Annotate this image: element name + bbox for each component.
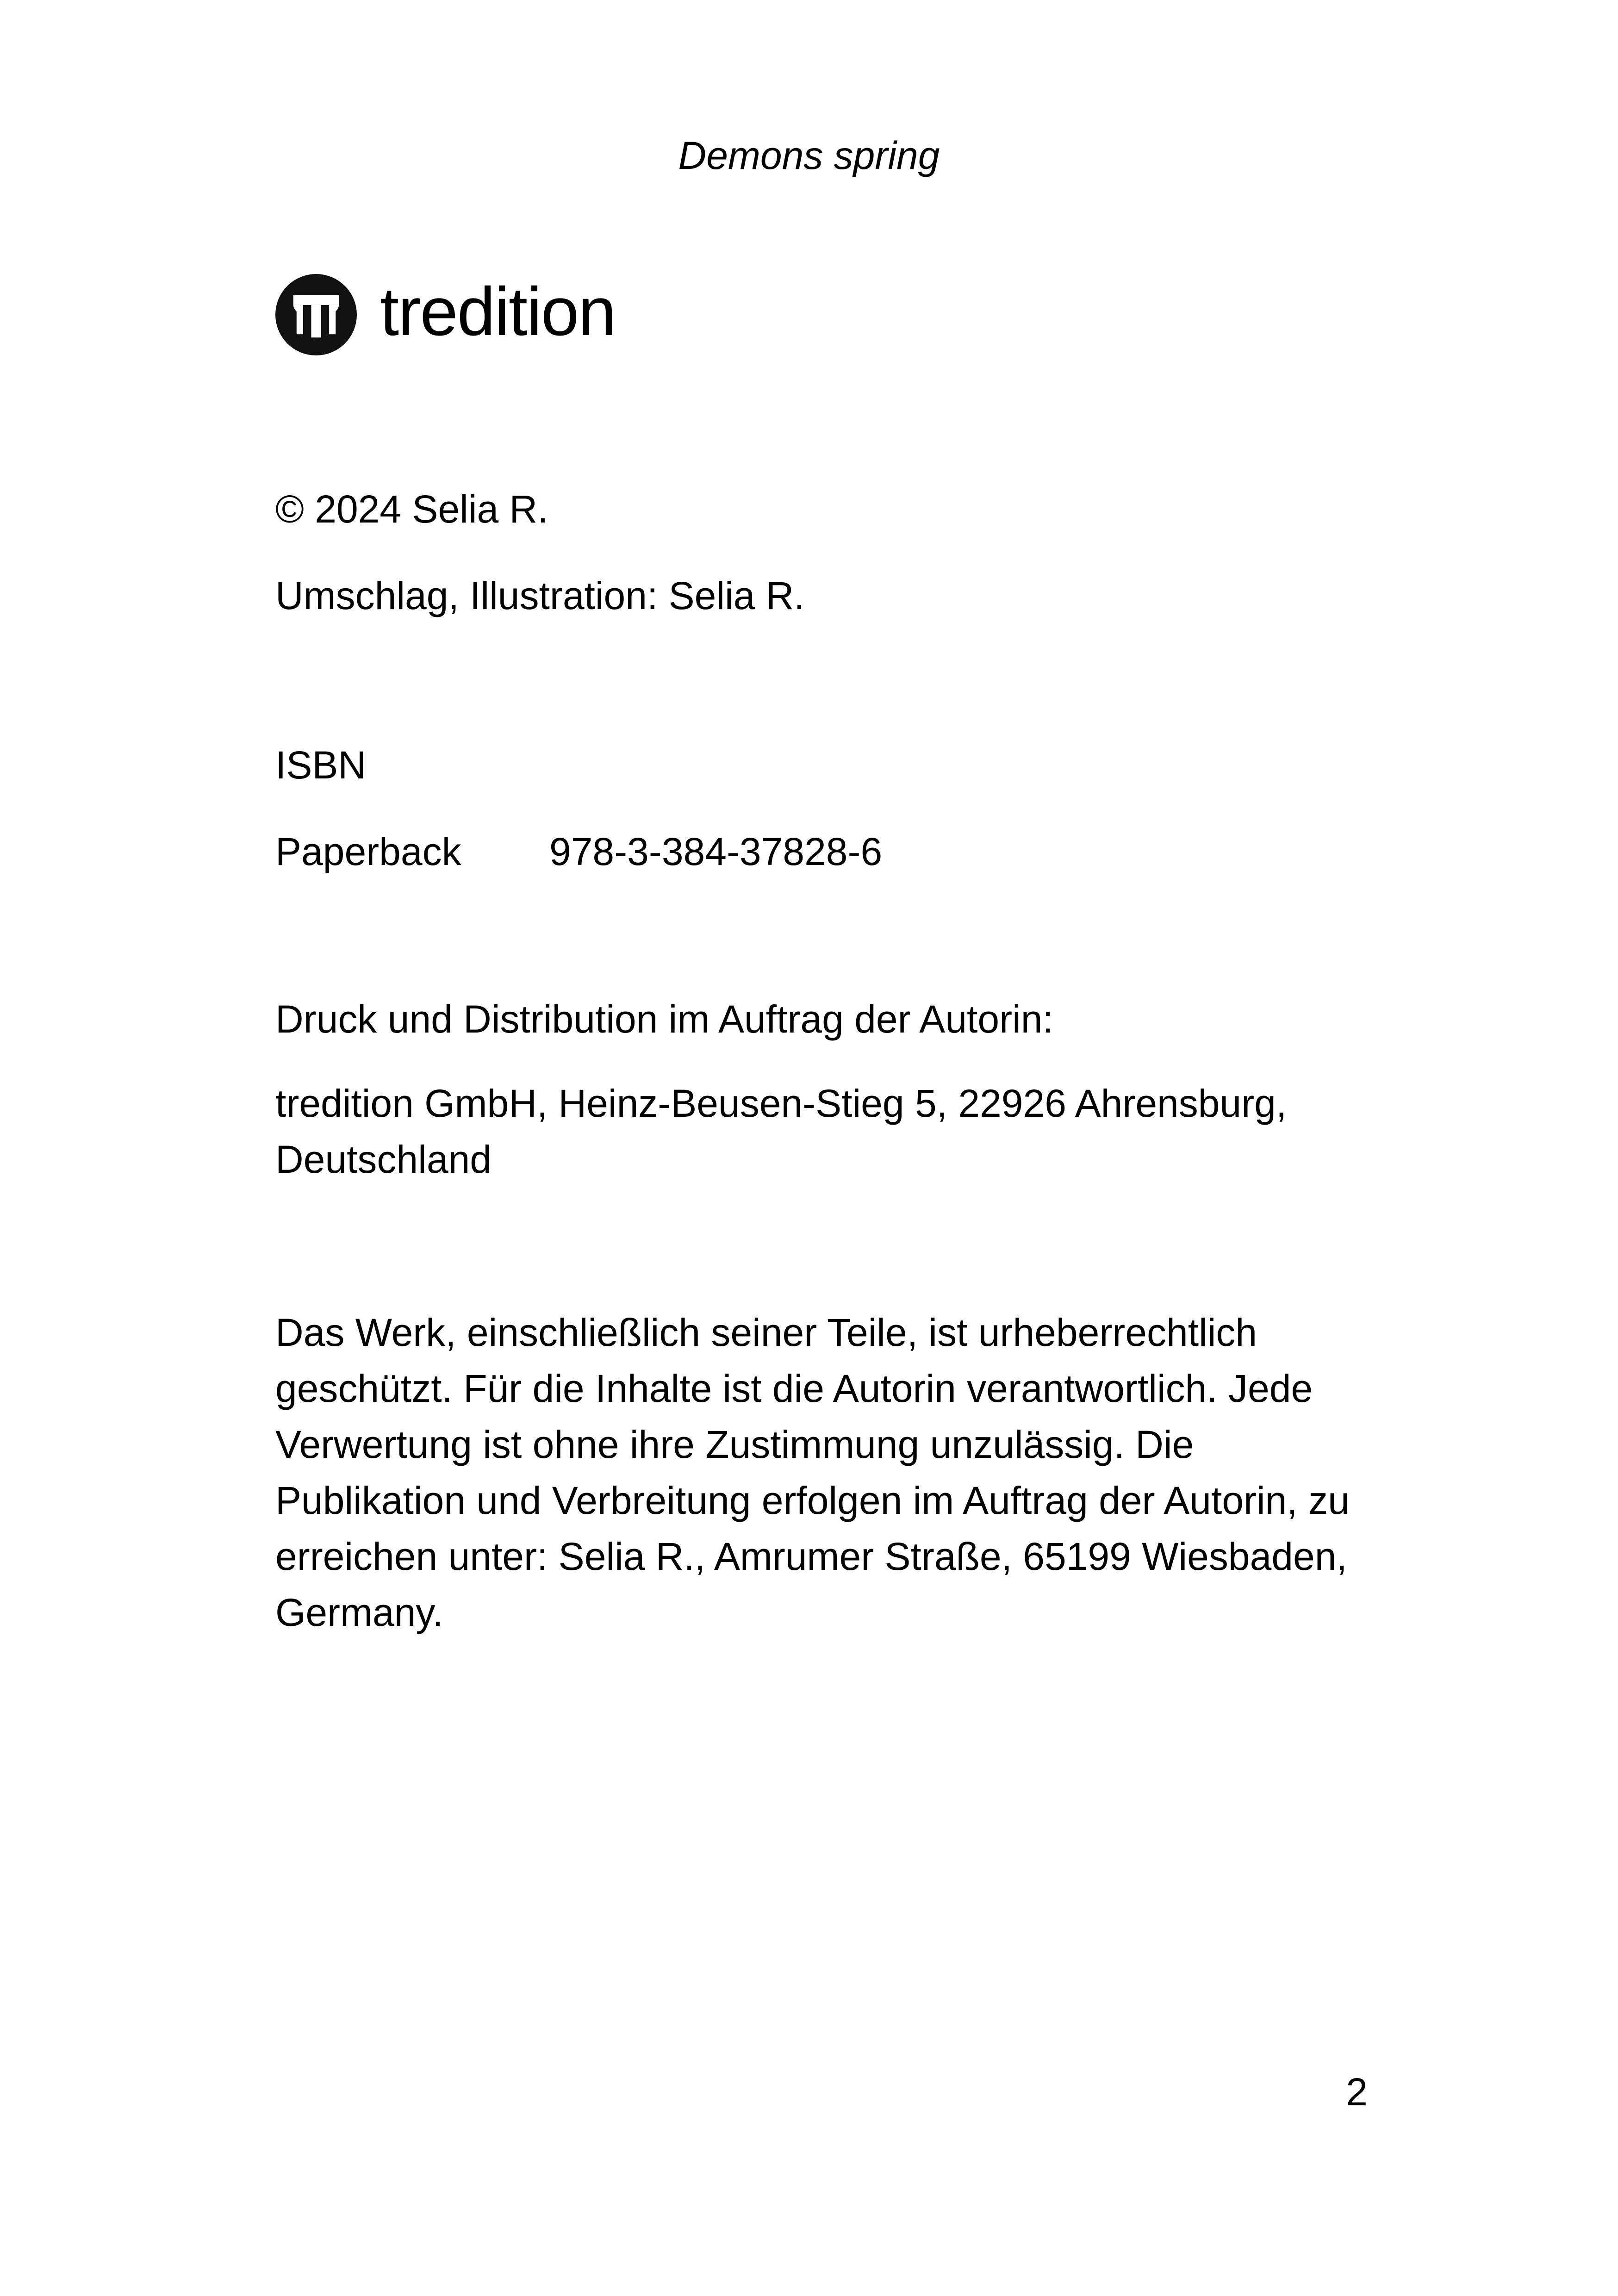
logo-wordmark: tredition (380, 274, 616, 350)
isbn-row (275, 824, 461, 880)
isbn-heading: ISBN (275, 743, 367, 787)
tredition-logo-icon (275, 274, 357, 355)
copyright-line: © 2024 Selia R. (275, 487, 548, 531)
page-number: 2 (1346, 2070, 1368, 2114)
running-header-title: Demons spring (678, 134, 940, 177)
isbn-format-label: Paperback (275, 830, 461, 873)
distribution-address: tredition GmbH, Heinz-Beusen-Stieg 5, 22926 Ahrensburg, Deutschland (275, 1082, 1287, 1181)
legal-notice: Das Werk, einschließlich seiner Teile, ist urheberrechtlich geschützt. Für die Inhalte ist die Autorin verantwortlich. Jede Verwertung ist ohne ihre Zustimmung unzulässig. Die Publikation und Verbreitung erfolgen im Auftrag der Autorin, zu erreichen unter: Selia R., Amrumer Straße, 65199 Wiesbaden, Germany. (275, 1311, 1350, 1634)
isbn-number: 978-3-384-37828-6 (549, 830, 883, 873)
publisher-logo (275, 273, 616, 356)
distribution-intro: Druck und Distribution im Auftrag der Autorin: (275, 997, 1053, 1041)
cover-credit-line: Umschlag, Illustration: Selia R. (275, 574, 805, 617)
